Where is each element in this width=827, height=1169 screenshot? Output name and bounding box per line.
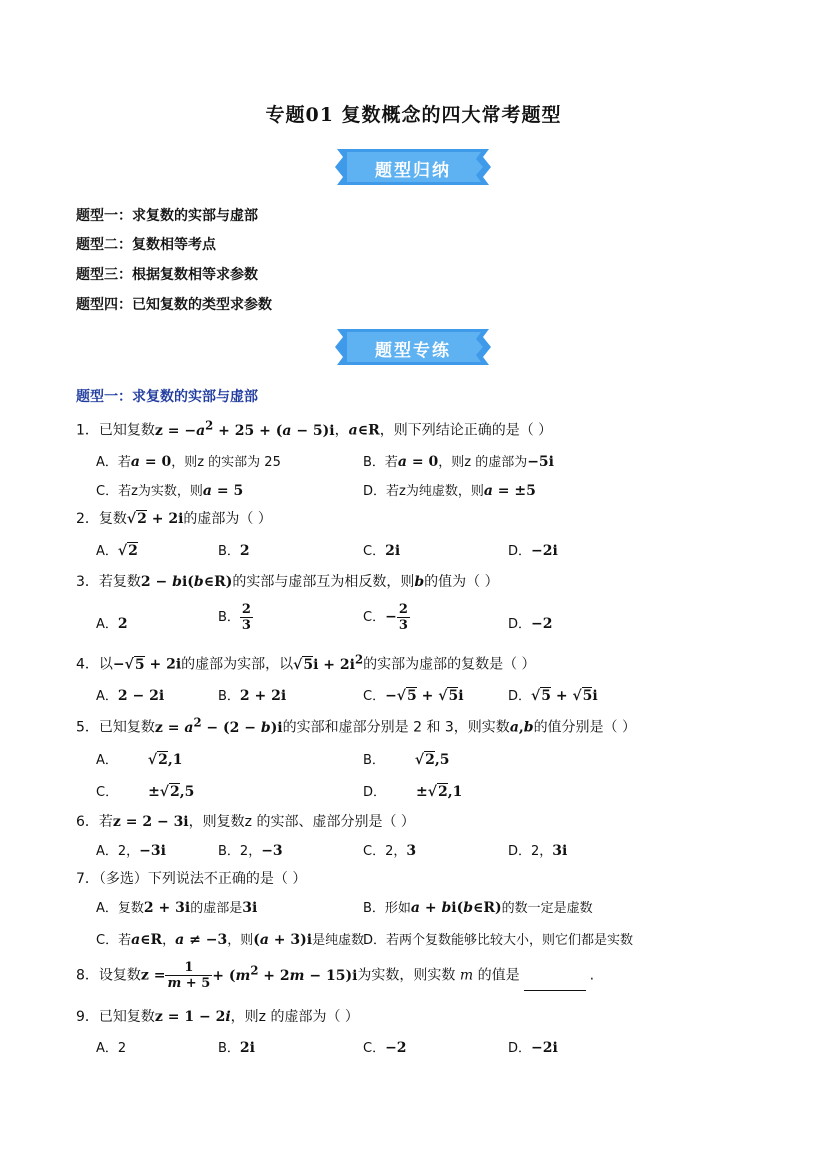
question-4-option-b[interactable]: B．2 + 2i xyxy=(218,688,287,704)
question-1-option-c[interactable]: C．若z为实数，则a = 5 xyxy=(96,483,244,499)
question-1-option-b[interactable]: B．若a = 0，则z 的虚部为−5i xyxy=(363,454,554,470)
question-2-option-a[interactable]: A．√2 xyxy=(96,543,138,559)
question-9-stem: 9．已知复数z = 1 − 2i，则z 的虚部为（ ） xyxy=(76,1009,359,1025)
question-1-stem: 1．已知复数$z = -a^2 + 25 + (a - 5)i$，a∈R，则下列结论正确的是（ ） xyxy=(76,418,553,439)
question-5-option-b[interactable]: B． √2,5 xyxy=(363,752,450,768)
question-4-stem: 4．以−√5 + 2i的虚部为实部，以$√5i + 2i^2$的实部为虚部的复数是（ ） xyxy=(76,652,536,673)
section-banner-practice xyxy=(333,327,493,367)
question-9-option-b[interactable]: B．2i xyxy=(218,1040,255,1056)
question-5-option-c[interactable]: C． ±√2,5 xyxy=(96,784,195,800)
question-4-option-a[interactable]: A．2 − 2i xyxy=(96,688,165,704)
question-1-option-d[interactable]: D．若z为纯虚数，则a = ±5 xyxy=(363,483,536,499)
banner-practice-label: 题型专练 xyxy=(375,341,451,361)
question-7-option-c[interactable]: C．若a∈R，a ≠ −3，则(a + 3)i是纯虚数 xyxy=(96,932,365,948)
page-title: 专题01 复数概念的四大常考题型 xyxy=(265,104,562,126)
question-6-option-c[interactable]: C．2，3 xyxy=(363,843,417,859)
section-heading-1: 题型一：求复数的实部与虚部 xyxy=(76,389,258,405)
question-9-option-c[interactable]: C．−2 xyxy=(363,1040,407,1056)
question-6-option-a[interactable]: A．2，−3i xyxy=(96,843,166,859)
question-5-option-d[interactable]: D． ±√2,1 xyxy=(363,784,463,800)
question-5-option-a[interactable]: A． √2,1 xyxy=(96,752,183,768)
section-banner-summary xyxy=(333,147,493,187)
toc-item-2[interactable]: 题型二：复数相等考点 xyxy=(76,237,216,253)
question-9-option-a[interactable]: A．2 xyxy=(96,1041,127,1056)
question-3-option-b[interactable]: B． $\frac{2}{3}$ xyxy=(218,602,251,633)
question-7-option-b[interactable]: B．形如a + bi(b∈R)的数一定是虚数 xyxy=(363,900,593,916)
question-2-option-d[interactable]: D．−2i xyxy=(508,543,558,559)
toc-item-4[interactable]: 题型四：已知复数的类型求参数 xyxy=(76,297,272,313)
question-9-option-d[interactable]: D．−2i xyxy=(508,1040,558,1056)
question-5-stem: 5．已知复数$z = a^2 - (2 - b)i$的实部和虚部分别是 2 和 3，则实数a,b的值分别是（ ） xyxy=(76,715,637,736)
question-3-stem: 3．若复数2 − bi(b∈R)的实部与虚部互为相反数，则b的值为（ ） xyxy=(76,574,499,590)
question-8-stem: 8．设复数z = $\frac{1}{m + 5}$ + $(m^2 + 2m - 15)i$为实数，则实数 m 的值是 . xyxy=(76,960,595,991)
question-7-stem: 7．（多选）下列说法不正确的是（ ） xyxy=(76,871,307,887)
question-3-option-c[interactable]: C．− $\frac{2}{3}$ xyxy=(363,602,408,633)
question-1-option-a[interactable]: A．若a = 0，则z 的实部为 25 xyxy=(96,454,281,470)
banner-summary-label: 题型归纳 xyxy=(375,161,451,181)
question-2-option-c[interactable]: C．2i xyxy=(363,543,401,559)
answer-blank[interactable] xyxy=(524,976,586,991)
toc-item-1[interactable]: 题型一：求复数的实部与虚部 xyxy=(76,208,258,224)
question-7-option-d[interactable]: D．若两个复数能够比较大小，则它们都是实数 xyxy=(363,933,634,948)
question-6-stem: 6．若z = 2 − 3i，则复数z 的实部、虚部分别是（ ） xyxy=(76,814,415,830)
question-3-option-a[interactable]: A．2 xyxy=(96,616,128,632)
question-6-option-d[interactable]: D．2，3i xyxy=(508,843,568,859)
toc-item-3[interactable]: 题型三：根据复数相等求参数 xyxy=(76,267,258,283)
question-6-option-b[interactable]: B．2，−3 xyxy=(218,843,283,859)
question-7-option-a[interactable]: A．复数2 + 3i的虚部是3i xyxy=(96,900,258,916)
question-4-option-d[interactable]: D．√5 + √5i xyxy=(508,688,598,704)
question-2-option-b[interactable]: B．2 xyxy=(218,543,250,559)
question-3-option-d[interactable]: D．−2 xyxy=(508,616,553,632)
question-4-option-c[interactable]: C．−√5 + √5i xyxy=(363,688,464,704)
question-2-stem: 2．复数√2 + 2i的虚部为（ ） xyxy=(76,511,272,527)
